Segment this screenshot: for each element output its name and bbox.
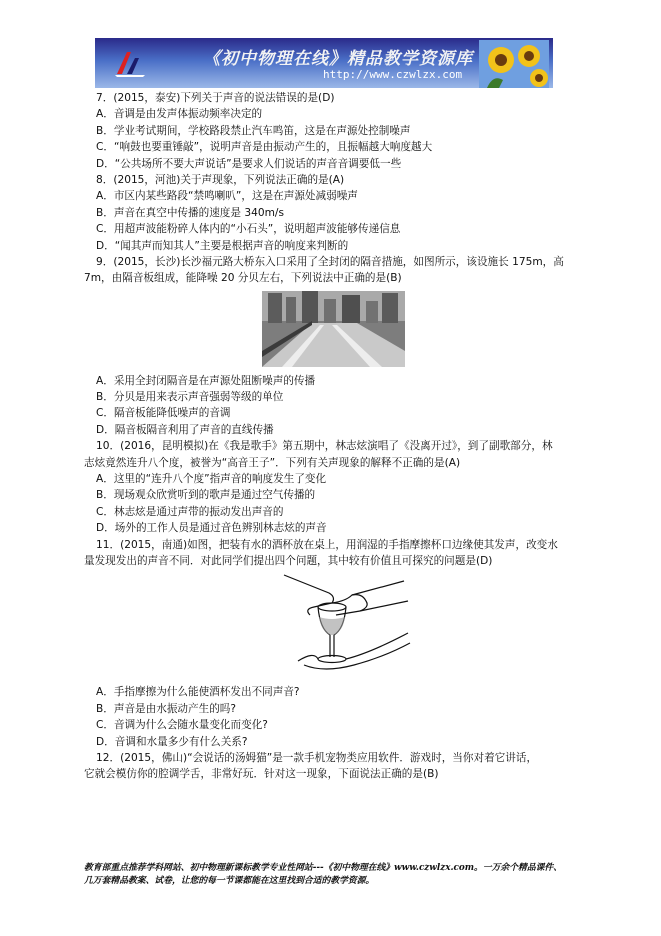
question-10-stem-line-1: 10．(2016，昆明模拟)在《我是歌手》第五期中，林志炫演唱了《没离开过》，到了副歌部分，林 [96, 440, 553, 453]
question-9-figure [84, 287, 584, 373]
soundproof-bridge-photo [262, 291, 405, 367]
site-logo-icon [113, 48, 147, 78]
question-11-figure [84, 569, 584, 684]
question-9-option-d: D．隔音板隔音利用了声音的直线传播 [96, 423, 274, 436]
question-7-option-b: B．学业考试期间，学校路段禁止汽车鸣笛，这是在声源处控制噪声 [96, 124, 411, 137]
question-11-option-d: D．音调和水量多少有什么关系? [96, 735, 248, 748]
question-10-stem-line-2: 志炫竟然连升八个度，被誉为“高音王子”．下列有关声现象的解释不正确的是(A) [84, 456, 461, 469]
question-8-option-a: A．市区内某些路段“禁鸣喇叭”，这是在声源处减弱噪声 [96, 190, 358, 203]
question-7-stem: 7．(2015，泰安)下列关于声音的说法错误的是(D) [96, 92, 335, 104]
banner-title: 《初中物理在线》精品教学资源库 [203, 49, 473, 69]
question-9-stem-line-2: 7m，由隔音板组成，能降噪 20 分贝左右，下列说法中正确的是(B) [84, 272, 402, 285]
question-9-stem-line-1: 9．(2015，长沙)长沙福元路大桥东入口采用了全封闭的隔音措施，如图所示，该设施长 175m，高 [96, 255, 564, 268]
question-10-option-d: D．场外的工作人员是通过音色辨别林志炫的声音 [96, 522, 327, 535]
question-8-option-b: B．声音在真空中传播的速度是 340m/s [96, 206, 284, 219]
question-12-stem-line-1: 12．(2015，佛山)“会说话的汤姆猫”是一款手机宠物类应用软件．游戏时，当你对着它讲话， [96, 751, 538, 764]
question-9-option-c: C．隔音板能降低噪声的音调 [96, 407, 231, 420]
question-11-option-b: B．声音是由水振动产生的吗? [96, 702, 237, 715]
question-10-option-a: A．这里的“连升八个度”指声音的响度发生了变化 [96, 473, 327, 486]
question-11-stem-line-1: 11．(2015，南通)如图，把装有水的酒杯放在桌上，用润湿的手指摩擦杯口边缘使其发声，改变水 [96, 538, 558, 551]
question-8-option-c: C．用超声波能粉碎人体内的“小石头”，说明超声波能够传递信息 [96, 223, 401, 236]
question-11-option-a: A．手指摩擦为什么能使酒杯发出不同声音? [96, 686, 300, 699]
page-footer [84, 862, 584, 888]
banner-url[interactable]: http://www.czwlzx.com [323, 68, 463, 81]
question-9-option-a: A．采用全封闭隔音是在声源处阻断噪声的传播 [96, 374, 316, 387]
question-7-option-a: A．音调是由发声体振动频率决定的 [96, 108, 263, 121]
question-11-stem-line-2: 量发现发出的声音不同．对此同学们提出四个问题，其中较有价值且可探究的问题是(D) [84, 554, 493, 567]
site-banner [95, 38, 553, 88]
question-7-option-d: D．“公共场所不要大声说话”是要求人们说话的声音音调要低一些 [96, 157, 402, 170]
footer-line-1: 教育部重点推荐学科网站、初中物理新课标教学专业性网站---《初中物理在线》www.czwlzx.com。一万余个精品课件、 [84, 863, 563, 873]
question-9-option-b: B．分贝是用来表示声音强弱等级的单位 [96, 391, 284, 404]
footer-line-2: 几万套精品教案、试卷，让您的每一节课都能在这里找到合适的教学资源。 [84, 876, 375, 886]
question-11-option-c: C．音调为什么会随水量变化而变化? [96, 719, 268, 732]
question-7-option-c: C．“响鼓也要重锤敲”，说明声音是由振动产生的，且振幅越大响度越大 [96, 141, 433, 154]
question-10-option-b: B．现场观众欣赏听到的歌声是通过空气传播的 [96, 489, 316, 502]
wine-glass-finger-drawing [274, 573, 414, 678]
question-8-stem: 8．(2015，河池)关于声现象，下列说法正确的是(A) [96, 173, 345, 186]
question-10-option-c: C．林志炫是通过声带的振动发出声音的 [96, 505, 284, 518]
sunflower-image [479, 40, 549, 88]
question-12-stem-line-2: 它就会模仿你的腔调学舌，非常好玩．针对这一现象，下面说法正确的是(B) [84, 768, 439, 781]
question-8-option-d: D．“闻其声而知其人”主要是根据声音的响度来判断的 [96, 239, 349, 252]
question-list [84, 90, 584, 783]
